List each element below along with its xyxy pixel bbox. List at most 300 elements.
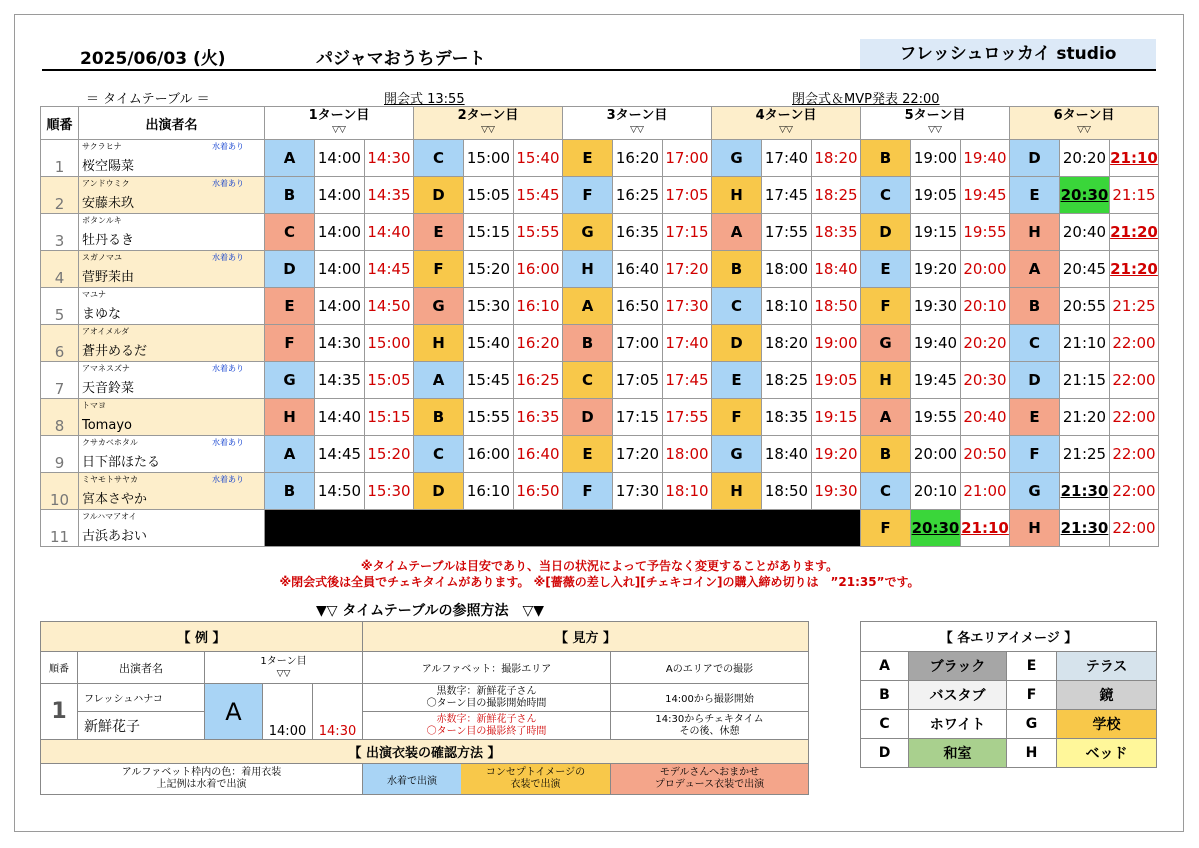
model-swatch: モデルさんへおまかせ プロデュース衣装で出演 [611,764,809,795]
end-time: 17:05 [663,177,712,214]
event-date: 2025/06/03 (火) [80,49,226,69]
area-letter: H [712,177,762,214]
table-row [41,140,1159,177]
area-letter: D [712,325,762,362]
end-time: 20:10 [961,288,1010,325]
end-time: 22:00 [1110,436,1159,473]
end-time: 16:40 [514,436,563,473]
end-time: 17:55 [663,399,712,436]
swim-swatch: 水着で出演 [363,764,461,794]
performer-kana: アオイメルダ [82,327,130,336]
area-name: 学校 [1057,710,1157,739]
end-time: 14:30 [365,140,414,177]
end-time: 15:05 [365,362,414,399]
performer-name: 古浜あおい [82,529,148,544]
start-time: 20:00 [911,436,961,473]
area-name: テラス [1057,652,1157,681]
end-time: 21:25 [1110,288,1159,325]
ex-turn-header: 1ターン目 ▽▽ [205,652,363,684]
start-time: 21:20 [1060,399,1110,436]
end-time: 14:50 [365,288,414,325]
performer-kana: フルハマアオイ [82,512,137,521]
red-note: 赤数字：新鮮花子さん 〇ターン目の撮影終了時間 [363,712,611,740]
start-time: 21:10 [1060,325,1110,362]
end-time: 18:40 [812,251,861,288]
performer-name: 菅野茉由 [82,270,135,285]
end-time: 17:20 [663,251,712,288]
row-number: 1 [41,140,79,177]
start-time: 20:45 [1060,251,1110,288]
start-time: 19:00 [911,140,961,177]
area-name: 和室 [909,739,1007,768]
end-time: 15:15 [365,399,414,436]
area-letter: F [712,399,762,436]
area-letter: G [1010,473,1060,510]
area-letter: B [265,473,315,510]
end-time: 21:00 [961,473,1010,510]
turn-header-3: 3ターン目 ▽▽ [563,107,712,140]
area-letter: A [563,288,613,325]
area-letter: G [712,436,762,473]
start-time: 14:50 [315,473,365,510]
area-letter: A [712,214,762,251]
swimsuit-badge: 水着あり [212,364,244,373]
end-time: 22:00 [1110,325,1159,362]
timetable [40,106,1159,547]
start-time: 17:20 [613,436,663,473]
ex-letter: A [205,684,263,740]
start-time: 15:20 [464,251,514,288]
performer-kana: クサカベホタル [82,438,138,447]
start-time: 17:40 [762,140,812,177]
row-number: 6 [41,325,79,362]
end-time: 21:20 [1110,214,1159,251]
performer-name: 桜空陽菜 [82,159,135,174]
end-time: 22:00 [1110,399,1159,436]
start-time: 16:35 [613,214,663,251]
table-row [41,473,1159,510]
start-time: 18:00 [762,251,812,288]
area-letter: F [414,251,464,288]
start-time: 17:55 [762,214,812,251]
area-letter: G [563,214,613,251]
start-time: 18:35 [762,399,812,436]
start-time: 17:15 [613,399,663,436]
swimsuit-badge: 水着あり [212,438,244,447]
area-letter: C [861,473,911,510]
start-time: 14:40 [315,399,365,436]
area-letter: C [563,362,613,399]
turn-header-2: 2ターン目 ▽▽ [414,107,563,140]
end-time: 22:00 [1110,362,1159,399]
no-session-block [265,510,861,547]
start-time: 20:10 [911,473,961,510]
end-time: 15:45 [514,177,563,214]
performer-name: まゆな [82,307,122,322]
performer-kana: ミヤモトサヤカ [82,475,138,484]
end-time: 19:55 [961,214,1010,251]
end-time: 16:35 [514,399,563,436]
performer-cell [79,140,265,177]
area-letter: H [1010,510,1060,547]
ex-order-header: 順番 [41,652,78,684]
ex-num: 1 [41,684,78,740]
reference-title: ▼▽ タイムテーブルの参照方法 ▽▼ [315,603,545,619]
area-letter: G [712,140,762,177]
area-letter: G [861,325,911,362]
area-letter: F [265,325,315,362]
ex-name-header: 出演者名 [78,652,205,684]
start-time: 18:20 [762,325,812,362]
area-letter: G [414,288,464,325]
start-time: 14:30 [315,325,365,362]
event-title: パジャマおうちデート [316,49,486,69]
area-name: 鏡 [1057,681,1157,710]
table-row [41,251,1159,288]
row-number: 9 [41,436,79,473]
col-a-desc: アルファベット：撮影エリア [363,652,611,684]
turn-header-4: 4ターン目 ▽▽ [712,107,861,140]
area-code: G [1007,710,1057,739]
performer-cell [79,473,265,510]
area-letter: E [563,140,613,177]
area-letter: H [861,362,911,399]
start-time: 19:20 [911,251,961,288]
start-time: 19:15 [911,214,961,251]
performer-cell [79,251,265,288]
row-number: 5 [41,288,79,325]
row-number: 7 [41,362,79,399]
start-time: 17:00 [613,325,663,362]
start-time: 19:55 [911,399,961,436]
black-note: 黒数字：新鮮花子さん 〇ターン目の撮影開始時間 [363,684,611,712]
end-time: 15:30 [365,473,414,510]
table-row [41,510,1159,547]
area-letter: A [414,362,464,399]
start-time: 17:45 [762,177,812,214]
area-letter: F [563,177,613,214]
end-time: 16:00 [514,251,563,288]
costume-header: 【 出演衣装の確認方法 】 [41,740,809,764]
area-letter: B [861,140,911,177]
timetable-label: ＝ タイムテーブル ＝ [86,92,210,107]
area-letter: A [1010,251,1060,288]
performer-kana: スガノマユ [82,253,122,262]
area-letter: E [563,436,613,473]
start-time: 16:00 [464,436,514,473]
start-time: 21:15 [1060,362,1110,399]
row-number: 3 [41,214,79,251]
performer-kana: トマヨ [82,401,106,410]
area-letter: C [712,288,762,325]
end-time: 18:35 [812,214,861,251]
area-name: ブラック [909,652,1007,681]
area-legend-title: 【 各エリアイメージ 】 [861,622,1157,652]
start-time: 14:00 [315,140,365,177]
area-letter: C [1010,325,1060,362]
end-time: 17:15 [663,214,712,251]
performer-cell [79,510,265,547]
start-time: 15:05 [464,177,514,214]
area-letter: G [265,362,315,399]
area-letter: H [265,399,315,436]
view-header: 【 見方 】 [363,622,809,652]
start-time: 20:40 [1060,214,1110,251]
order-header: 順番 [41,107,79,140]
end-time: 14:40 [365,214,414,251]
start-time: 18:10 [762,288,812,325]
start-time: 21:30 [1060,473,1110,510]
end-time: 19:40 [961,140,1010,177]
end-time: 17:45 [663,362,712,399]
end-time: 19:15 [812,399,861,436]
performer-name: 安藤未玖 [82,196,135,211]
ex-end: 14:30 [313,684,363,740]
area-letter: C [414,140,464,177]
example-header: 【 例 】 [41,622,363,652]
turn-header-5: 5ターン目 ▽▽ [861,107,1010,140]
performer-cell [79,288,265,325]
area-letter: E [414,214,464,251]
start-time: 15:00 [464,140,514,177]
end-time: 20:20 [961,325,1010,362]
performer-name: 牡丹るき [82,233,135,248]
end-time: 15:00 [365,325,414,362]
area-letter: F [861,510,911,547]
end-time: 16:25 [514,362,563,399]
area-letter: H [563,251,613,288]
row-number: 2 [41,177,79,214]
start-time: 14:00 [315,177,365,214]
performer-name: 日下部ほたる [82,455,161,470]
area-letter: D [414,177,464,214]
performer-name: 宮本さやか [82,492,148,507]
area-code: D [861,739,909,768]
area-letter: B [414,399,464,436]
start-time: 18:40 [762,436,812,473]
start-time: 19:40 [911,325,961,362]
end-time: 21:10 [1110,140,1159,177]
end-time: 15:55 [514,214,563,251]
row-number: 4 [41,251,79,288]
start-time: 15:15 [464,214,514,251]
header-divider [42,69,1156,71]
closing-ceremony: 閉会式＆MVP発表 22:00 [792,92,940,107]
note-2: ※閉会式後は全員でチェキタイムがあります。 ※[薔薇の差し入れ][チェキコイン]の購入締め切りは ”21:35”です。 [279,575,920,589]
end-time: 18:20 [812,140,861,177]
end-time: 19:00 [812,325,861,362]
area-letter: A [265,436,315,473]
start-time: 15:45 [464,362,514,399]
performer-cell [79,362,265,399]
start-time: 14:00 [315,288,365,325]
area-letter: B [1010,288,1060,325]
ex-start: 14:00 [263,684,313,740]
table-row [41,214,1159,251]
studio-name: フレッシュロッカイ studio [860,39,1156,69]
start-time: 18:25 [762,362,812,399]
area-code: B [861,681,909,710]
area-letter: H [712,473,762,510]
area-letter: B [712,251,762,288]
performer-kana: アンドウミク [82,179,130,188]
end-time: 21:10 [961,510,1010,547]
swimsuit-badge: 水着あり [212,142,244,151]
table-row [41,362,1159,399]
start-time: 16:25 [613,177,663,214]
area-letter: C [861,177,911,214]
end-time: 18:25 [812,177,861,214]
end-time: 19:30 [812,473,861,510]
area-letter: D [861,214,911,251]
start-time: 17:05 [613,362,663,399]
start-time: 15:30 [464,288,514,325]
end-time: 15:40 [514,140,563,177]
performer-name: 天音鈴菜 [82,381,135,396]
area-letter: B [265,177,315,214]
area-letter: D [1010,362,1060,399]
opening-ceremony: 開会式 13:55 [384,92,465,107]
end-time: 18:50 [812,288,861,325]
ex-name: 新鮮花子 [78,712,205,740]
end-time: 18:00 [663,436,712,473]
costume-swatches [363,764,611,795]
table-row [41,436,1159,473]
end-time: 16:50 [514,473,563,510]
area-letter: C [414,436,464,473]
area-letter: D [1010,140,1060,177]
area-letter: B [563,325,613,362]
start-time: 16:50 [613,288,663,325]
end-time: 17:40 [663,325,712,362]
note-1: ※タイムテーブルは目安であり、当日の状況によって予告なく変更することがあります。 [360,559,839,573]
performer-cell [79,214,265,251]
end-time: 19:05 [812,362,861,399]
end-time: 19:20 [812,436,861,473]
area-letter: A [861,399,911,436]
black-expl: 14:00から撮影開始 [611,684,809,712]
reference-example [40,621,809,795]
end-time: 21:20 [1110,251,1159,288]
start-time: 19:45 [911,362,961,399]
start-time: 14:35 [315,362,365,399]
area-code: E [1007,652,1057,681]
end-time: 19:45 [961,177,1010,214]
start-time: 14:00 [315,214,365,251]
area-letter: F [1010,436,1060,473]
turn-header-1: 1ターン目 ▽▽ [265,107,414,140]
area-letter: E [1010,177,1060,214]
end-time: 20:40 [961,399,1010,436]
end-time: 20:50 [961,436,1010,473]
start-time: 20:20 [1060,140,1110,177]
performer-name: Tomayo [82,418,132,433]
table-row [41,177,1159,214]
end-time: 14:45 [365,251,414,288]
area-letter: H [1010,214,1060,251]
area-letter: E [712,362,762,399]
start-time: 20:30 [911,510,961,547]
area-letter: F [563,473,613,510]
performer-cell [79,399,265,436]
area-letter: D [563,399,613,436]
row-number: 8 [41,399,79,436]
performer-cell [79,436,265,473]
start-time: 16:10 [464,473,514,510]
performer-cell [79,177,265,214]
start-time: 16:40 [613,251,663,288]
area-code: A [861,652,909,681]
start-time: 20:55 [1060,288,1110,325]
start-time: 21:25 [1060,436,1110,473]
end-time: 17:30 [663,288,712,325]
area-letter: F [861,288,911,325]
end-time: 16:20 [514,325,563,362]
area-name: ホワイト [909,710,1007,739]
start-time: 15:55 [464,399,514,436]
end-time: 18:10 [663,473,712,510]
area-code: C [861,710,909,739]
end-time: 20:30 [961,362,1010,399]
area-letter: E [265,288,315,325]
start-time: 19:05 [911,177,961,214]
swimsuit-badge: 水着あり [212,179,244,188]
concept-swatch: コンセプトイメージの 衣装で出演 [461,764,610,794]
performer-kana: アマネスズナ [82,364,130,373]
end-time: 14:35 [365,177,414,214]
end-time: 22:00 [1110,473,1159,510]
area-code: F [1007,681,1057,710]
name-header: 出演者名 [79,107,265,140]
area-letter: D [414,473,464,510]
start-time: 14:45 [315,436,365,473]
red-expl: 14:30からチェキタイム その後、休憩 [611,712,809,740]
ex-kana: フレッシュハナコ [78,684,205,712]
end-time: 20:00 [961,251,1010,288]
swimsuit-badge: 水着あり [212,253,244,262]
end-time: 22:00 [1110,510,1159,547]
area-code: H [1007,739,1057,768]
start-time: 20:30 [1060,177,1110,214]
performer-kana: ボタンルキ [82,216,122,225]
end-time: 17:00 [663,140,712,177]
area-letter: A [265,140,315,177]
performer-cell [79,325,265,362]
area-legend [860,621,1157,768]
end-time: 21:15 [1110,177,1159,214]
start-time: 21:30 [1060,510,1110,547]
end-time: 15:20 [365,436,414,473]
row-number: 10 [41,473,79,510]
area-letter: C [265,214,315,251]
start-time: 14:00 [315,251,365,288]
table-row [41,399,1159,436]
performer-kana: マユナ [82,290,106,299]
area-name: バスタブ [909,681,1007,710]
end-time: 16:10 [514,288,563,325]
table-row [41,288,1159,325]
start-time: 16:20 [613,140,663,177]
turn-header-6: 6ターン目 ▽▽ [1010,107,1159,140]
start-time: 19:30 [911,288,961,325]
area-letter: B [861,436,911,473]
swimsuit-badge: 水着あり [212,475,244,484]
area-letter: E [861,251,911,288]
row-number: 11 [41,510,79,547]
start-time: 15:40 [464,325,514,362]
start-time: 17:30 [613,473,663,510]
area-letter: E [1010,399,1060,436]
